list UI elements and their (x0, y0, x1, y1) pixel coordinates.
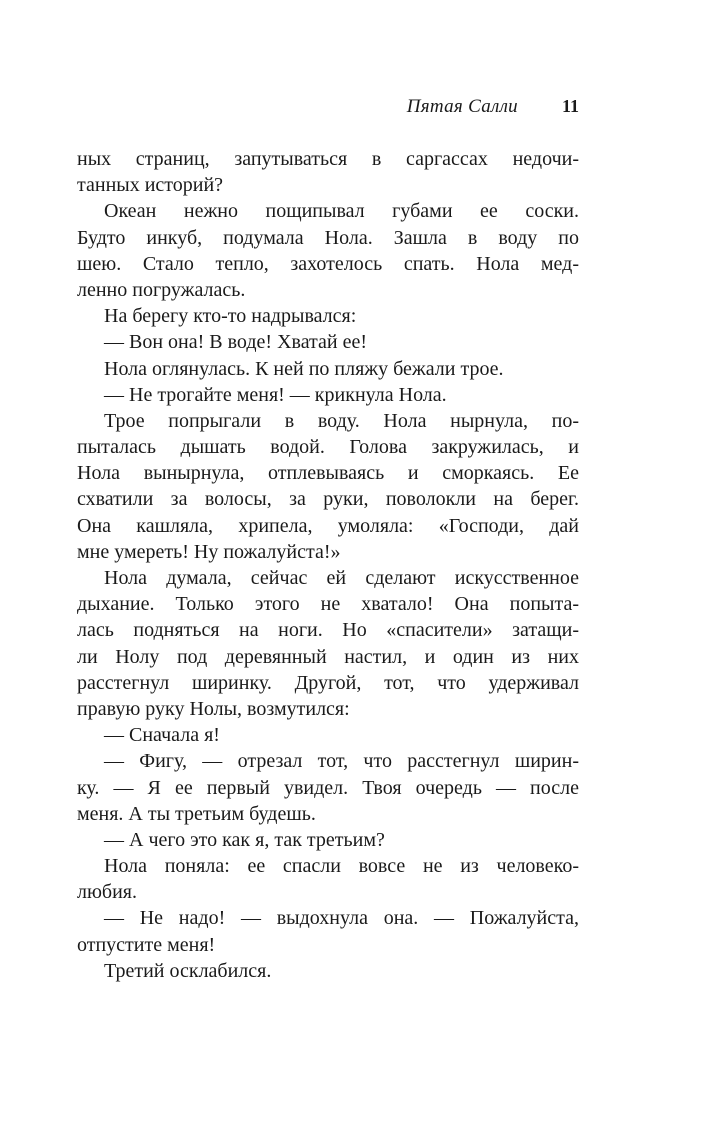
text-line: шею. Стало тепло, захотелось спать. Нола мед- (77, 252, 579, 275)
text-line: схватили за волосы, за руки, поволокли на берег. (77, 488, 579, 511)
text-line: Трое попрыгали в воду. Нола нырнула, по- (104, 409, 579, 432)
running-head (407, 96, 579, 118)
text-line: Нола оглянулась. К ней по пляжу бежали трое. (104, 357, 504, 380)
text-line: На берегу кто-то надрывался: (104, 305, 357, 328)
body-text (77, 146, 579, 984)
text-line: ли Нолу под деревянный настил, и один из них (77, 645, 579, 668)
text-line: пыталась дышать водой. Голова закружилась, и (77, 436, 579, 459)
text-line: дыхание. Только этого не хватало! Она попыта- (77, 593, 579, 616)
text-line: ленно погружалась. (77, 278, 246, 301)
text-line: мне умереть! Ну пожалуйста!» (77, 540, 341, 563)
text-line: Она кашляла, хрипела, умоляла: «Господи, дай (77, 514, 579, 537)
text-line: — Сначала я! (104, 724, 220, 747)
page-number: 11 (561, 96, 579, 116)
text-line: Океан нежно пощипывал губами ее соски. (104, 200, 579, 223)
text-line: танных историй? (77, 174, 224, 197)
text-line: — А чего это как я, так третьим? (104, 828, 385, 851)
text-line: отпустите меня! (77, 933, 216, 956)
text-line: — Фигу, — отрезал тот, что расстегнул ширин- (104, 750, 579, 773)
text-line: Нола поняла: ее спасли вовсе не из человеко- (104, 855, 579, 878)
text-line: ку. — Я ее первый увидел. Твоя очередь — после (77, 776, 579, 799)
text-line: лась подняться на ноги. Но «спасители» затащи- (77, 619, 579, 642)
text-line: — Не надо! — выдохнула она. — Пожалуйста, (104, 907, 579, 930)
text-line: — Вон она! В воде! Хватай ее! (104, 331, 368, 354)
text-line: ных страниц, запутываться в саргассах недочи- (77, 148, 579, 170)
text-line: — Не трогайте меня! — крикнула Нола. (104, 383, 447, 406)
running-title: Пятая Салли (406, 96, 518, 117)
text-line: любия. (77, 881, 137, 904)
text-line: расстегнул ширинку. Другой, тот, что удерживал (77, 671, 579, 694)
text-line: правую руку Нолы, возмутился: (77, 697, 350, 720)
text-line: Третий осклабился. (104, 959, 272, 982)
text-line: Нола думала, сейчас ей сделают искусственное (104, 567, 579, 589)
text-line: меня. А ты третьим будешь. (77, 802, 316, 825)
text-line: Будто инкуб, подумала Нола. Зашла в воду по (77, 226, 579, 249)
text-line: Нола вынырнула, отплевываясь и сморкаясь. Ее (77, 462, 579, 485)
